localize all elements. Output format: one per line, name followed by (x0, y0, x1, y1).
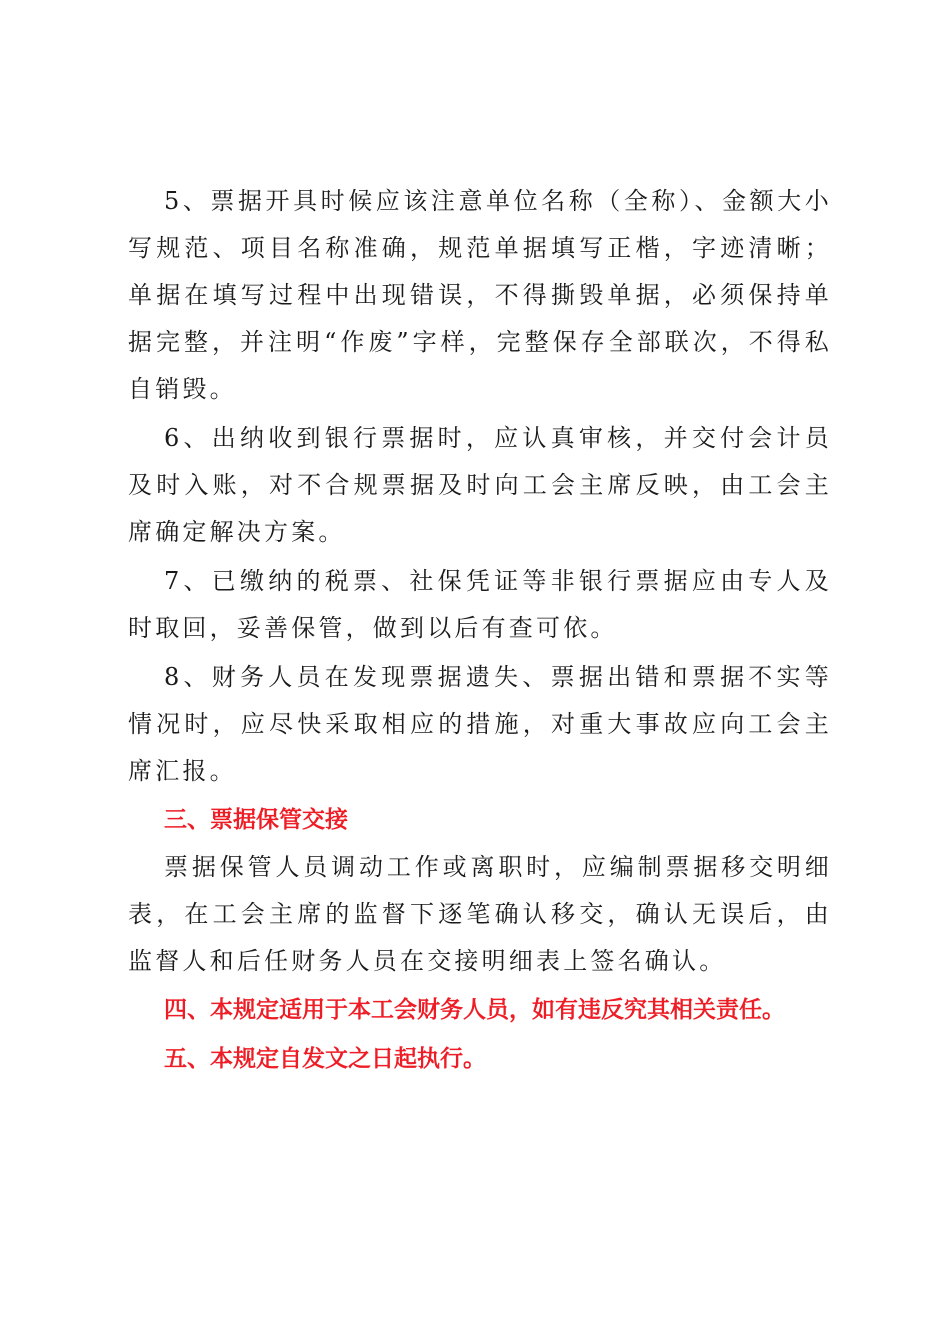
section-heading-3: 三、票据保管交接 (164, 807, 348, 833)
section-3-body: 票据保管人员调动工作或离职时，应编制票据移交明细表，在工会主席的监督下逐笔确认移交，确认无误后，由监督人和后任财务人员在交接明细表上签名确认。 (128, 853, 832, 975)
paragraph-item-7: 7、已缴纳的税票、社保凭证等非银行票据应由专人及时取回，妥善保管，做到以后有查可依。 (128, 567, 832, 642)
paragraph-item-6: 6、出纳收到银行票据时，应认真审核，并交付会计员及时入账，对不合规票据及时向工会主席反映，由工会主席确定解决方案。 (128, 424, 832, 546)
paragraph-item-8: 8、财务人员在发现票据遗失、票据出错和票据不实等情况时，应尽快采取相应的措施，对重大事故应向工会主席汇报。 (128, 663, 832, 785)
section-heading-4: 四、本规定适用于本工会财务人员，如有违反究其相关责任。 (164, 997, 785, 1023)
paragraph-item-5: 5、票据开具时候应该注意单位名称（全称）、金额大小写规范、项目名称准确，规范单据填写正楷，字迹清晰；单据在填写过程中出现错误，不得撕毁单据，必须保持单据完整，并注明“作废”字样，完整保存全部联次，不得私自销毁。 (128, 187, 832, 403)
section-heading-5: 五、本规定自发文之日起执行。 (164, 1046, 486, 1072)
document-page (128, 178, 832, 1083)
